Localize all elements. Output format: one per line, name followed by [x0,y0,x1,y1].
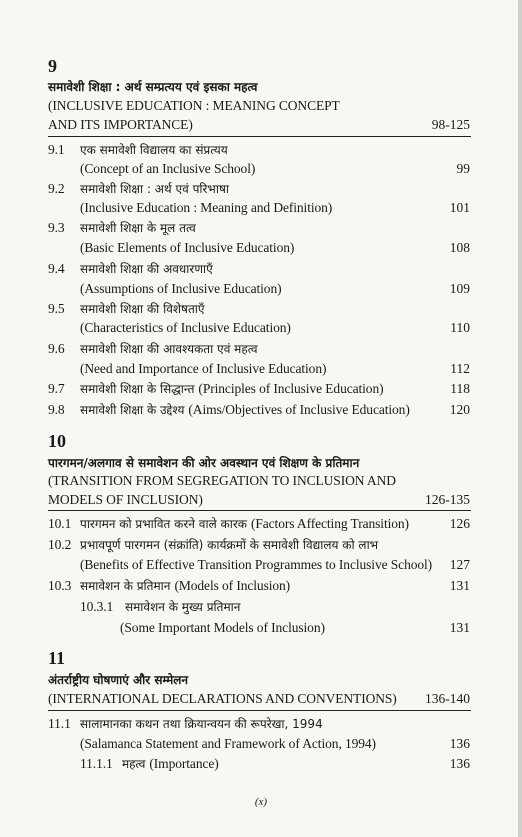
subsection-title-english: (Some Important Models of Inclusion) [120,620,325,635]
section-title-english: (Principles of Inclusive Education) [198,381,384,396]
section-title-english: (Models of Inclusion) [174,578,291,593]
chapter-title-hindi: पारगमन/अलगाव से समावेशन की ओर अवस्थान एवं शिक्षण के प्रतिमान [48,456,360,470]
chapter-page-range: 98-125 [431,117,470,132]
section-title [80,578,290,594]
section-number: 9.3 [48,220,65,235]
divider [48,710,471,711]
chapter-title-english: MODELS OF INCLUSION) [48,492,203,507]
subsection-title-english: (Importance) [149,756,219,771]
section-page: 99 [456,161,470,176]
chapter-title-english: (TRANSITION FROM SEGREGATION TO INCLUSION AND [48,473,396,488]
section-title-english: (Inclusive Education : Meaning and Definition) [80,200,333,215]
section-title-english: (Factors Affecting Transition) [250,516,409,531]
section-title-hindi: समावेशी शिक्षा की अवधारणाएँ [80,262,213,276]
section-page: 109 [449,281,470,296]
section-number: 9.5 [48,301,65,316]
divider [48,136,471,137]
section-title-english: (Characteristics of Inclusive Education) [80,320,291,335]
section-title-hindi: सालामानका कथन तथा क्रियान्वयन की रूपरेखा, 1994 [80,717,323,731]
section-page: 131 [449,620,470,635]
section-title-hindi: एक समावेशी विद्यालय का संप्रत्यय [80,143,228,157]
section-page: 127 [449,557,470,572]
section-title-hindi: समावेशी शिक्षा : अर्थ एवं परिभाषा [80,182,229,196]
subsection-title-hindi: महत्व [122,757,146,771]
section-page: 108 [449,240,470,255]
section-number: 10.3 [48,578,72,593]
section-title-hindi: समावेशी शिक्षा के उद्देश्य [80,403,185,417]
section-page: 131 [449,578,470,593]
section-title-english: (Benefits of Effective Transition Programmes to Inclusive School) [80,557,433,572]
section-title-hindi: समावेशी शिक्षा की आवश्यकता एवं महत्व [80,342,258,356]
chapter-page-range: 136-140 [425,691,470,706]
chapter-title-hindi: अंतर्राष्ट्रीय घोषणाएं और सम्मेलन [48,673,189,687]
section-title-english: (Concept of an Inclusive School) [80,161,256,176]
section-number: 10.2 [48,537,72,552]
subsection-number: 11.1.1 [80,756,113,771]
page-folio: (x) [254,796,268,808]
section-title-english: (Basic Elements of Inclusive Education) [80,240,295,255]
section-number: 10.1 [48,516,72,531]
section-page: 136 [449,736,470,751]
section-title [80,402,410,418]
chapter-title-hindi: समावेशी शिक्षा : अर्थ सम्प्रत्यय एवं इसका महत्व [48,80,258,94]
section-title-hindi: समावेशी शिक्षा के मूल तत्व [80,221,196,235]
chapter-title-english: (INCLUSIVE EDUCATION : MEANING CONCEPT [48,98,340,113]
chapter-number: 11 [48,648,66,668]
section-number: 11.1 [48,716,71,731]
section-number: 9.7 [48,381,65,396]
subsection-number: 10.3.1 [80,599,114,614]
section-number: 9.8 [48,402,65,417]
section-page: 118 [450,381,470,396]
section-number: 9.6 [48,341,65,356]
section-page: 110 [450,320,470,335]
section-number: 9.4 [48,261,65,276]
chapter-page-range: 126-135 [425,492,470,507]
section-page: 101 [449,200,470,215]
section-title-english: (Assumptions of Inclusive Education) [80,281,282,296]
section-page: 136 [449,756,470,771]
section-title-hindi: समावेशी शिक्षा के सिद्धान्त [80,382,195,396]
chapter-title-english: (INTERNATIONAL DECLARATIONS AND CONVENTIONS) [48,691,397,706]
chapter-title-english: AND ITS IMPORTANCE) [48,117,193,132]
subsection-title-hindi: समावेशन के मुख्य प्रतिमान [125,600,241,614]
chapter-number: 9 [48,56,57,76]
section-title-english: (Aims/Objectives of Inclusive Education) [188,402,410,417]
section-title [80,516,409,532]
section-page: 120 [449,402,470,417]
section-title [80,381,384,397]
chapter-number: 10 [48,431,66,451]
section-number: 9.1 [48,142,65,157]
page-edge [518,0,522,837]
section-title-hindi: प्रभावपूर्ण पारगमन (संक्रांति) कार्यक्रमों के समावेशी विद्यालय को लाभ [80,538,379,552]
section-title-hindi: समावेशी शिक्षा की विशेषताएँ [80,302,205,316]
section-title-hindi: पारगमन को प्रभावित करने वाले कारक [80,517,247,531]
section-page: 112 [450,361,470,376]
subsection-title [122,756,219,772]
section-title-hindi: समावेशन के प्रतिमान [80,579,171,593]
section-number: 9.2 [48,181,65,196]
section-title-english: (Need and Importance of Inclusive Education) [80,361,327,376]
section-page: 126 [449,516,470,531]
divider [48,510,471,511]
section-title-english: (Salamanca Statement and Framework of Action, 1994) [80,736,376,751]
